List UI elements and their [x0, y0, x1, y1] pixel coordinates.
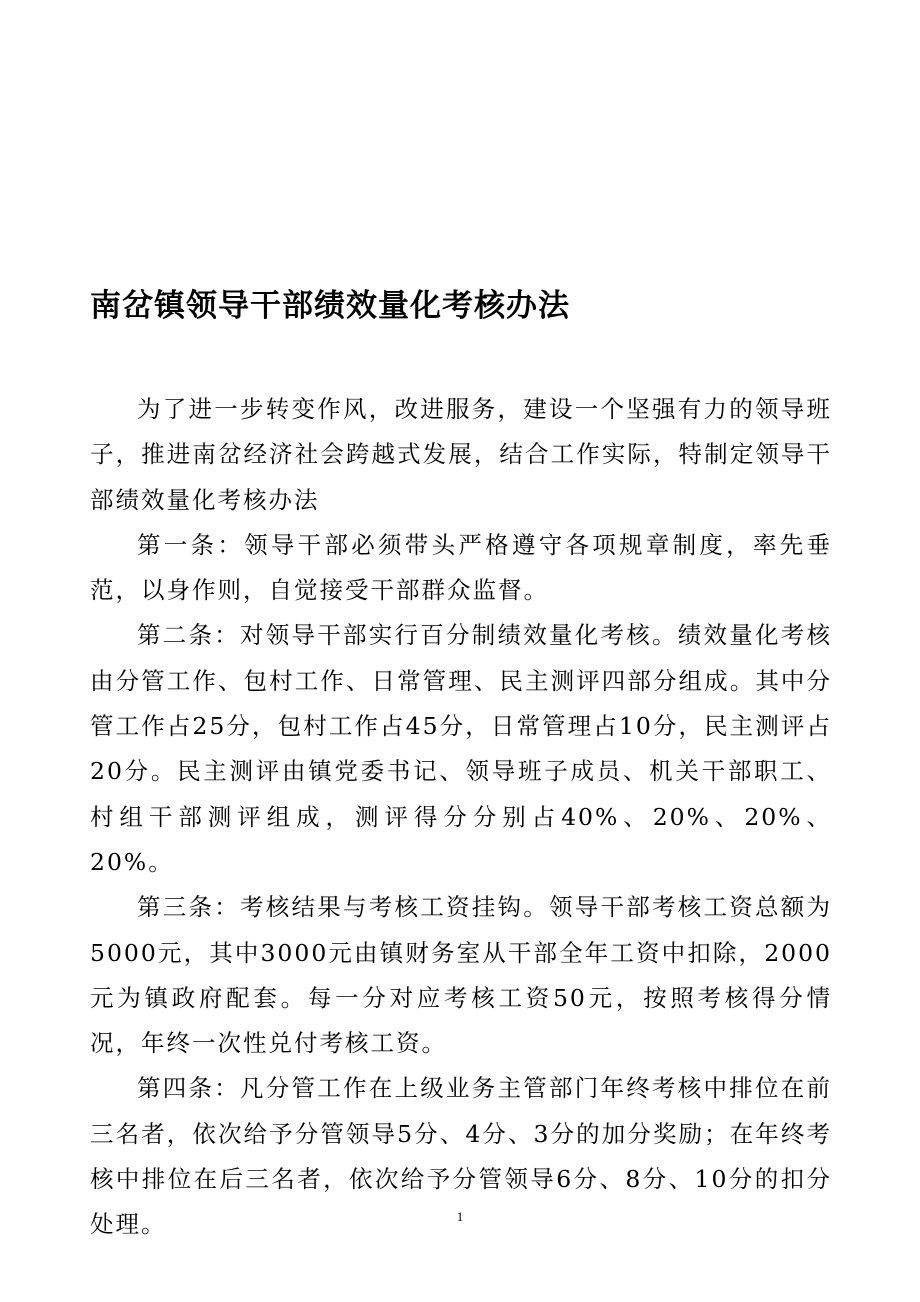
article-1-paragraph: 第一条：领导干部必须带头严格遵守各项规章制度，率先垂范，以身作则，自觉接受干部群众监督。: [90, 530, 832, 605]
article-3-paragraph: 第三条：考核结果与考核工资挂钩。领导干部考核工资总额为5000元，其中3000元由镇财务室从干部全年工资中扣除，2000元为镇政府配套。每一分对应考核工资50元，按照考核得分情况，年终一次性兑付考核工资。: [90, 893, 832, 1058]
page-number: 1: [456, 1209, 464, 1224]
document-body: [90, 387, 832, 1248]
intro-paragraph: 为了进一步转变作风，改进服务，建设一个坚强有力的领导班子，推进南岔经济社会跨越式发展，结合工作实际，特制定领导干部绩效量化考核办法: [90, 395, 832, 514]
document-title: 南岔镇领导干部绩效量化考核办法: [90, 288, 570, 324]
article-2-paragraph: 第二条：对领导干部实行百分制绩效量化考核。绩效量化考核由分管工作、包村工作、日常管理、民主测评四部分组成。其中分管工作占25分，包村工作占45分，日常管理占10分，民主测评占20分。民主测评由镇党委书记、领导班子成员、机关干部职工、村组干部测评组成，测评得分分别占40%、20%、20%、20%。: [90, 621, 832, 876]
article-4-paragraph: 第四条：凡分管工作在上级业务主管部门年终考核中排位在前三名者，依次给予分管领导5分、4分、3分的加分奖励；在年终考核中排位在后三名者，依次给予分管领导6分、8分、10分的扣分处理。: [90, 1074, 832, 1239]
